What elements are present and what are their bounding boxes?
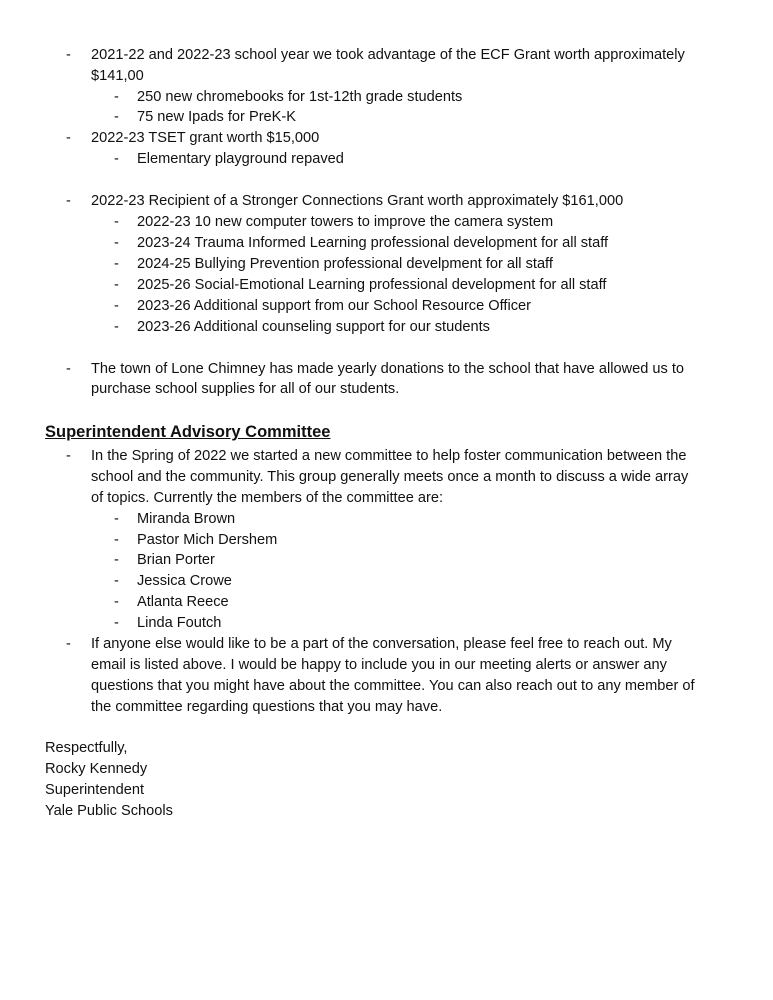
committee-member: Jessica Crowe (137, 573, 232, 589)
sub-bullet-dash: - (114, 615, 119, 631)
sub-bullet-dash: - (114, 256, 119, 272)
sub-bullet-dash: - (114, 89, 119, 105)
ecf-grant-text-line1: 2021-22 and 2022-23 school year we took advantage of the ECF Grant worth approximately (91, 47, 685, 63)
committee-outro-line: questions that you might have about the committee. You can also reach out to any member of (91, 678, 695, 694)
tset-sub-item: Elementary playground repaved (137, 151, 344, 167)
sub-bullet-dash: - (114, 277, 119, 293)
sub-bullet-dash: - (114, 109, 119, 125)
stronger-sub-item: 2024-25 Bullying Prevention professional develpment for all staff (137, 256, 553, 272)
stronger-sub-item: 2025-26 Social-Emotional Learning professional development for all staff (137, 277, 607, 293)
stronger-sub-item: 2023-24 Trauma Informed Learning professional development for all staff (137, 235, 609, 251)
sub-bullet-dash: - (114, 552, 119, 568)
committee-outro-line: the committee regarding questions that you may have. (91, 699, 443, 715)
committee-member: Pastor Mich Dershem (137, 532, 278, 548)
sub-bullet-dash: - (114, 151, 119, 167)
stronger-connections-text: 2022-23 Recipient of a Stronger Connections Grant worth approximately $161,000 (91, 193, 624, 209)
committee-member: Atlanta Reece (137, 594, 229, 610)
stronger-sub-item: 2023-26 Additional counseling support for our students (137, 319, 490, 335)
sub-bullet-dash: - (114, 532, 119, 548)
signature-name: Rocky Kennedy (45, 761, 148, 777)
sub-bullet-dash: - (114, 594, 119, 610)
lone-chimney-text-line2: purchase school supplies for all of our students. (91, 381, 400, 397)
sub-bullet-dash: - (114, 298, 119, 314)
ecf-sub-item: 75 new Ipads for PreK-K (137, 109, 296, 125)
committee-member: Miranda Brown (137, 511, 236, 527)
committee-member: Brian Porter (137, 552, 215, 568)
sub-bullet-dash: - (114, 214, 119, 230)
bullet-dash: - (66, 130, 71, 146)
ecf-grant-text-line2: $141,00 (91, 68, 144, 84)
signature-title: Superintendent (45, 782, 144, 798)
committee-outro-line: If anyone else would like to be a part of the conversation, please feel free to reach out. My (91, 636, 672, 652)
bullet-dash: - (66, 636, 71, 652)
sub-bullet-dash: - (114, 319, 119, 335)
tset-grant-text: 2022-23 TSET grant worth $15,000 (91, 130, 320, 146)
bullet-dash: - (66, 448, 71, 464)
bullet-dash: - (66, 47, 71, 63)
sub-bullet-dash: - (114, 235, 119, 251)
committee-member: Linda Foutch (137, 615, 222, 631)
bullet-dash: - (66, 361, 71, 377)
stronger-sub-item: 2023-26 Additional support from our School Resource Officer (137, 298, 531, 314)
committee-intro-line: of topics. Currently the members of the committee are: (91, 490, 444, 506)
committee-intro-line: In the Spring of 2022 we started a new committee to help foster communication between the (91, 448, 687, 464)
sub-bullet-dash: - (114, 573, 119, 589)
committee-intro-line: school and the community. This group generally meets once a month to discuss a wide array (91, 469, 689, 485)
signature-closing: Respectfully, (45, 740, 128, 756)
stronger-sub-item: 2022-23 10 new computer towers to improve the camera system (137, 214, 554, 230)
committee-outro-line: email is listed above. I would be happy to include you in our meeting alerts or answer any (91, 657, 667, 673)
committee-heading: Superintendent Advisory Committee (45, 423, 331, 441)
lone-chimney-text-line1: The town of Lone Chimney has made yearly donations to the school that have allowed us to (91, 361, 685, 377)
sub-bullet-dash: - (114, 511, 119, 527)
signature-org: Yale Public Schools (45, 803, 173, 819)
ecf-sub-item: 250 new chromebooks for 1st-12th grade students (137, 89, 463, 105)
bullet-dash: - (66, 193, 71, 209)
